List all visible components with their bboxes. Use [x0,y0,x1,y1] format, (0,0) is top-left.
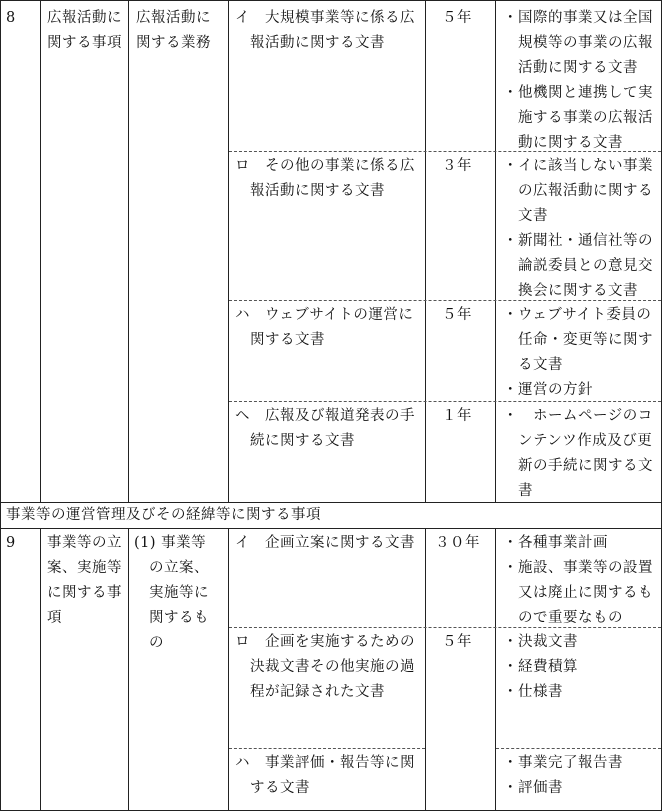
retention-period: ５年 [442,307,472,323]
document-type-cell [235,751,415,801]
document-type-cell [235,531,415,556]
col-divider [128,528,129,811]
retention-period: １年 [442,408,472,424]
example-text: ・国際的事業又は全国 [503,10,653,26]
category-text: 広報活動に [47,10,122,26]
example-text: 論説委員との意見交 [503,258,653,274]
document-type-text: する文書 [235,780,310,796]
category-text: 事業等の立 [47,535,122,551]
category-cell [47,6,122,56]
col-divider [425,0,426,502]
example-text: ・運営の方針 [503,382,593,398]
retention-period: ３年 [442,158,472,174]
subcategory-text: の [134,635,164,651]
example-text: 動に関する文書 [503,135,623,151]
example-text: ・事業完了報告書 [503,755,623,771]
retention-period: ３０年 [435,535,480,551]
col-divider [495,0,496,502]
table-left-border [0,0,1,811]
document-type-text: 決裁文書その他実施の過 [235,659,415,675]
document-type-text: ロ 企画を実施するための [235,634,415,650]
document-type-text: ロ その他の事業に係る広 [235,158,415,174]
example-text: 書 [503,483,533,499]
document-type-cell [235,630,415,705]
example-text: 又は廃止に関するも [503,585,653,601]
category-text: 項 [47,610,62,626]
examples-cell [503,751,623,801]
category-text: 関する事項 [47,35,122,51]
document-type-cell [235,6,415,56]
example-text: ・他機関と連携して実 [503,85,653,101]
col-divider [228,528,229,811]
example-text: る文書 [503,357,563,373]
row-divider-dashed [496,748,661,749]
example-text: ンテンツ作成及び更 [503,433,653,449]
subcategory-text: 実施等に [134,585,209,601]
examples-cell [503,404,653,504]
examples-cell [503,6,653,156]
example-text: ・経費積算 [503,659,578,675]
example-text: ・仕様書 [503,684,563,700]
table-top-border [0,0,662,1]
subcategory-text: 関するも [134,610,209,626]
col-divider [128,0,129,502]
retention-period: ５年 [442,10,472,26]
category-text: 案、実施等 [47,560,122,576]
section-header: 事業等の運営管理及びその経緯等に関する事項 [6,507,321,523]
col-divider [228,0,229,502]
example-text: ので重要なもの [503,610,623,626]
example-text: 換会に関する文書 [503,283,638,299]
subcategory-text: 関する業務 [136,35,211,51]
document-type-cell [235,404,415,454]
examples-cell [503,303,653,403]
example-text: ・イに該当しない事業 [503,158,653,174]
example-text: 新の手続に関する文 [503,458,653,474]
col-divider [40,528,41,811]
document-type-text: 関する文書 [235,332,325,348]
example-text: の広報活動に関する [503,183,653,199]
retention-period: ５年 [442,634,472,650]
subcategory-text: の立案、 [134,560,209,576]
example-text: 規模等の事業の広報 [503,35,653,51]
example-text: ・新聞社・通信社等の [503,233,653,249]
row-number: 8 [6,10,16,26]
document-type-text: イ 企画立案に関する文書 [235,535,415,551]
subcategory-cell [136,6,211,56]
examples-cell [503,531,653,631]
document-type-cell [235,303,413,353]
category-cell [47,531,122,631]
col-divider [40,0,41,502]
subcategory-text: 広報活動に [136,10,211,26]
section-divider [0,528,662,529]
document-type-text: ヘ 広報及び報道発表の手 [235,408,415,424]
example-text: 活動に関する文書 [503,60,638,76]
examples-cell [503,630,578,705]
document-type-text: 続に関する文書 [235,433,355,449]
document-type-cell [235,154,415,204]
example-text: ・各種事業計画 [503,535,608,551]
document-type-text: 程が記録された文書 [235,684,385,700]
col-divider [425,528,426,811]
example-text: 任命・変更等に関す [503,332,653,348]
examples-cell [503,154,653,304]
category-text: に関する事 [47,585,122,601]
col-divider [495,528,496,811]
example-text: ・ ホームページのコ [503,408,653,424]
example-text: ・ウェブサイト委員の [503,307,652,323]
document-type-text: 報活動に関する文書 [235,35,385,51]
document-type-text: ハ 事業評価・報告等に関 [235,755,415,771]
subcategory-text: (1) 事業等 [134,535,207,551]
row-divider-dashed [229,748,425,749]
document-type-text: 報活動に関する文書 [235,183,385,199]
example-text: 施する事業の広報活 [503,110,653,126]
row-number: 9 [6,535,16,551]
example-text: ・決裁文書 [503,634,578,650]
example-text: ・評価書 [503,780,563,796]
example-text: 文書 [503,208,548,224]
document-type-text: イ 大規模事業等に係る広 [235,10,415,26]
example-text: ・施設、事業等の設置 [503,560,653,576]
subcategory-cell [134,531,209,656]
document-type-text: ハ ウェブサイトの運営に [235,307,414,323]
